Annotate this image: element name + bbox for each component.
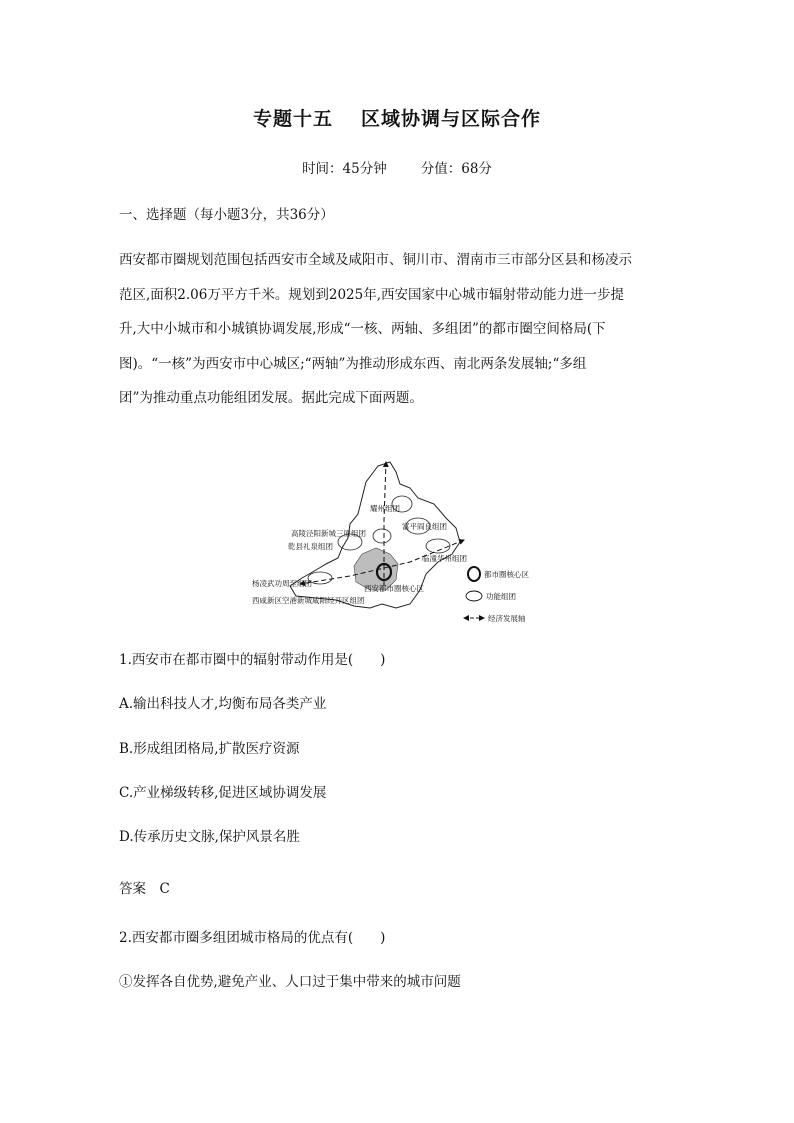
legend-axis-label: 经济发展轴 xyxy=(488,614,526,623)
label-yaozhou: 耀州组团 xyxy=(370,504,400,513)
label-xixian: 西咸新区空港新城咸阳经开区组团 xyxy=(252,596,365,605)
legend-core-symbol xyxy=(468,567,480,581)
passage-line: 图)。“一核”为西安市中心城区;“两轴”为推动形成东西、南北两条发展轴;“多组 xyxy=(119,355,587,372)
question-1-option-b: B.形成组团格局,扩散医疗资源 xyxy=(119,741,300,757)
exam-meta xyxy=(0,157,794,177)
legend-group-symbol xyxy=(466,591,482,601)
passage-line: 范区,面积2.06万平方千米。规划到2025年,西安国家中心城市辐射带动能力进一步提 xyxy=(119,286,624,303)
label-fuping: 富平阎良组团 xyxy=(402,522,447,531)
metro-area-map xyxy=(250,458,550,628)
title-topic-name: 区域协调与区际合作 xyxy=(361,108,542,130)
question-1-option-c: C.产业梯级转移,促进区域协调发展 xyxy=(119,785,327,801)
question-2-stem: 2.西安都市圈多组团城市格局的优点有( ) xyxy=(119,930,386,946)
page-title xyxy=(0,104,794,131)
legend-core-label: 都市圈核心区 xyxy=(484,570,529,579)
label-qianxian: 乾县礼泉组团 xyxy=(288,542,333,551)
time-limit: 时间：45分钟 xyxy=(302,161,387,177)
question-2-statement-1: ①发挥各自优势,避免产业、人口过于集中带来的城市问题 xyxy=(119,974,461,990)
passage-line: 升,大中小城市和小城镇协调发展,形成“一核、两轴、多组团”的都市圈空间格局(下 xyxy=(119,321,606,338)
passage xyxy=(119,243,681,416)
label-lintong: 临潼华州组团 xyxy=(422,554,467,563)
passage-line: 西安都市圈规划范围包括西安市全域及咸阳市、铜川市、渭南市三市部分区县和杨凌示 xyxy=(119,252,632,268)
question-1-option-a: A.输出科技人才,均衡布局各类产业 xyxy=(119,696,327,712)
label-yangling: 杨凌武功周至组团 xyxy=(252,579,312,588)
section-heading: 一、选择题（每小题3分，共36分） xyxy=(119,207,334,223)
passage-line: 团”为推动重点功能组团发展。据此完成下面两题。 xyxy=(119,390,423,407)
question-1-option-d: D.传承历史文脉,保护风景名胜 xyxy=(119,829,300,845)
title-topic-number: 专题十五 xyxy=(252,108,333,130)
question-1-answer: 答案 C xyxy=(119,881,170,897)
legend-group-label: 功能组团 xyxy=(486,592,516,601)
label-gaoling: 高陵泾阳新城三原组团 xyxy=(291,529,366,538)
total-score: 分值：68分 xyxy=(420,161,492,177)
label-core: 西安都市圈核心区 xyxy=(364,584,424,593)
question-1-stem: 1.西安市在都市圈中的辐射带动作用是( ) xyxy=(119,652,386,668)
